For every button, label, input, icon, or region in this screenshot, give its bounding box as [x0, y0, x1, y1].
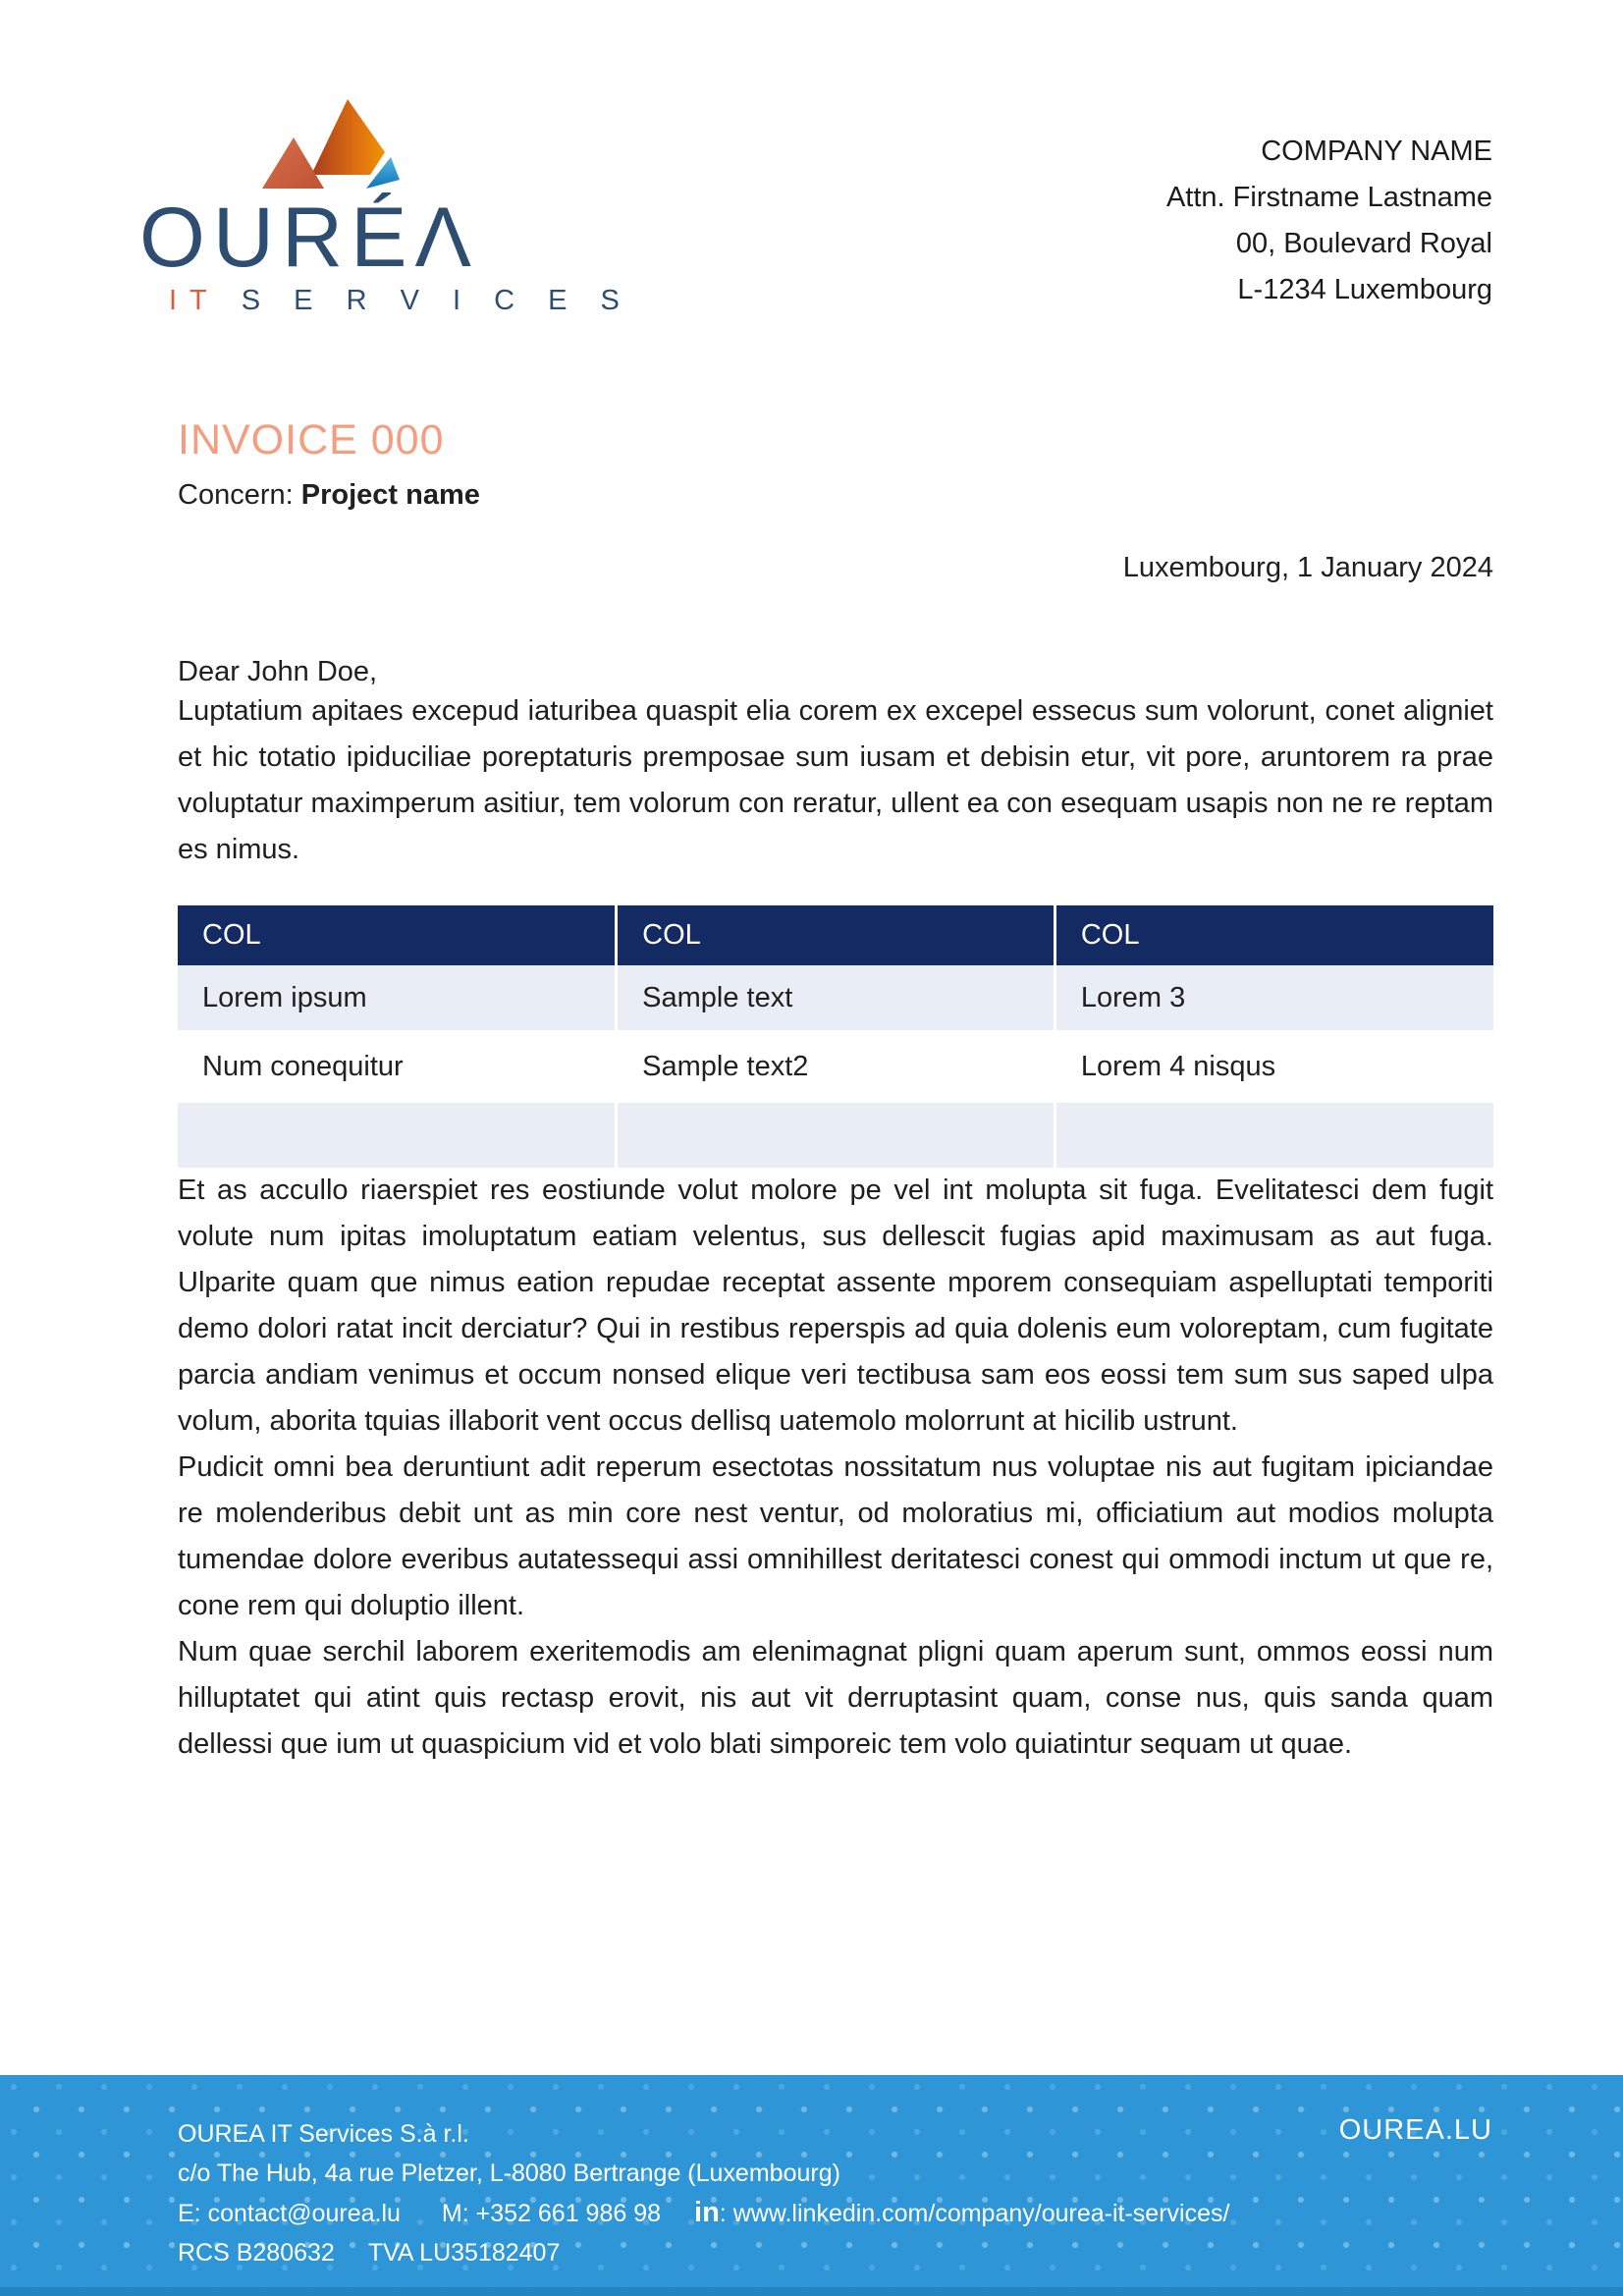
table-cell: Lorem 4 nisqus: [1055, 1030, 1493, 1103]
email-link[interactable]: contact@ourea.lu: [207, 2200, 401, 2227]
page-footer: [0, 2075, 1623, 2296]
linkedin-link[interactable]: www.linkedin.com/company/ourea-it-services/: [732, 2200, 1230, 2227]
table-cell: Lorem 3: [1055, 965, 1493, 1030]
phone-label: M:: [441, 2200, 476, 2227]
concern-line: [178, 478, 1493, 512]
paragraph-3: Pudicit omni bea deruntiunt adit reperum esectotas nossitatum nus voluptae nis aut fugitam ipiciandae re molenderibus debit unt as min core nest ventur, od moloratius mi, officiatium aut modios molupta tumendae dolore everibus autatessequi assi omnihillest deritatesci conest qui ommodi inctum ut que re, cone rem qui doluptio illent.: [178, 1451, 1493, 1621]
linkedin-separator: :: [719, 2200, 733, 2227]
website-link[interactable]: OUREA.LU: [1338, 2114, 1492, 2146]
paragraph-1: Luptatium apitaes excepud iaturibea quaspit elia corem ex excepel essecus sum volorunt, conet aligniet et hic totatio ipiduciliae poreptaturis premposae sum iusam et debisin etur, vit pore, aruntorem ra prae voluptatur maximperum asitiur, tem volorum con reratur, ullent ea con esequam usapis non ne re reptam es nimus.: [178, 695, 1493, 865]
footer-legal-line: [178, 2233, 1492, 2272]
letter-body: [178, 417, 1493, 1768]
email-label: E:: [178, 2200, 208, 2227]
recipient-attn: Attn. Firstname Lastname: [1165, 182, 1492, 213]
table-row-empty: [178, 1103, 1493, 1168]
linkedin-icon: in: [694, 2197, 720, 2228]
table-header-col-2: COL: [617, 905, 1055, 965]
logo-wordmark: OURÉΛ: [139, 191, 479, 285]
table-cell: [1055, 1103, 1493, 1168]
table-cell: Num conequitur: [178, 1030, 617, 1103]
date-line: Luxembourg, 1 January 2024: [1122, 552, 1493, 583]
company-logo: [137, 54, 632, 317]
table-row: [178, 965, 1493, 1030]
table-header-row: [178, 905, 1493, 965]
invoice-table: [178, 905, 1493, 1168]
recipient-address-block: [1166, 129, 1492, 313]
footer-contact-block: [178, 2114, 1492, 2272]
table-header-col-3: COL: [1055, 905, 1493, 965]
logo-tagline: [137, 285, 632, 317]
recipient-city: L-1234 Luxembourg: [1237, 274, 1492, 305]
concern-project-name: Project name: [300, 479, 480, 511]
paragraph-4: Num quae serchil laborem exeritemodis am elenimagnat pligni quam aperum sunt, ommos eossi num hilluptatet qui atint quis rectasp erovit, nis aut vit derruptasint quam, conse nus, quis sanda quam dellessi que ium ut quaspicium vid et volo blati simporeic tem volo quiatintur sequam ut quae.: [178, 1636, 1493, 1760]
footer-contact-line: [178, 2193, 1492, 2233]
table-cell: Lorem ipsum: [178, 965, 617, 1030]
table-cell: [178, 1103, 617, 1168]
vat-number: TVA LU35182407: [367, 2239, 561, 2267]
recipient-street: 00, Boulevard Royal: [1235, 228, 1492, 259]
footer-company-name: OUREA IT Services S.à r.l.: [178, 2120, 469, 2148]
phone-number: +352 661 986 98: [475, 2200, 662, 2227]
paragraph-2: Et as accullo riaerspiet res eostiunde volut molore pe vel int molupta sit fuga. Evelitatesci dem fugit volute num ipitas imoluptatum eatiam velentus, sus dellescit fugias apid maximusam as aut fuga. Ulparite quam que nimus eation repudae receptat assente mporem consequiam aspelluptati temporiti demo dolori ratat incit derciatur? Qui in restibus reperspis ad quia dolenis eum voloreptam, cum fugitate parcia andiam venimus et occum nonsed elique veri tectibusa sam eos eossi tem sum sus saped ulpa volum, aborita tquias illaborit vent occus dellisq uatemolo molorrunt at hicilib ustrunt.: [178, 1175, 1493, 1437]
footer-address: c/o The Hub, 4a rue Pletzer, L-8080 Bertrange (Luxembourg): [178, 2159, 840, 2187]
table-cell: Sample text: [617, 965, 1055, 1030]
table-cell: [617, 1103, 1055, 1168]
table-cell: Sample text2: [617, 1030, 1055, 1103]
table-header-col-1: COL: [178, 905, 617, 965]
rcs-number: RCS B280632: [178, 2239, 335, 2267]
logo-tagline-services: S E R V I C E S: [241, 285, 632, 316]
table-row: [178, 1030, 1493, 1103]
recipient-company: COMPANY NAME: [1261, 136, 1492, 167]
mountains-logo-icon: [137, 54, 501, 193]
footer-bottom-edge: [0, 2287, 1623, 2296]
concern-label: Concern:: [178, 479, 301, 511]
invoice-title: INVOICE 000: [178, 416, 445, 464]
logo-tagline-it: IT: [169, 285, 220, 316]
salutation: Dear John Doe,: [178, 656, 378, 687]
